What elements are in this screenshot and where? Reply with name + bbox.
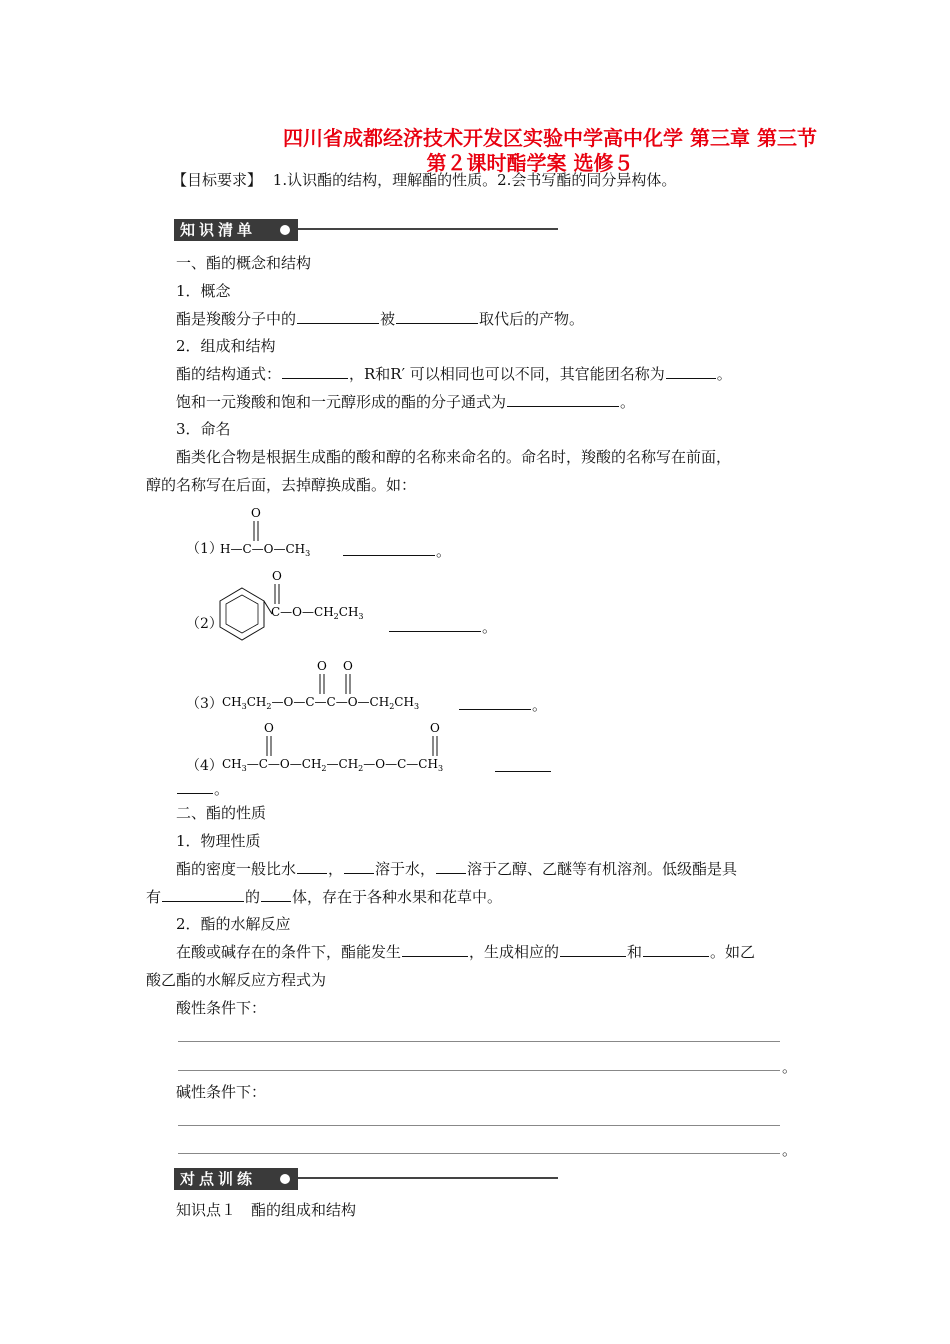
- phys-title: 1．物理性质: [176, 832, 261, 850]
- example-label-3: （3）: [186, 696, 223, 712]
- blank[interactable]: [459, 695, 531, 710]
- blank[interactable]: [389, 617, 481, 632]
- naming-text1: 酯类化合物是根据生成酯的酸和醇的名称来命名的。命名时，羧酸的名称写在前面，: [176, 448, 732, 466]
- answer-line[interactable]: [178, 1153, 780, 1154]
- answer-line[interactable]: [178, 1070, 780, 1071]
- hydro-line-2: 酸乙酯的水解反应方程式为: [146, 971, 327, 989]
- svg-text:CH3CH2—O—C—C—O—CH2CH3: $CH_3CH_2—O—C—C—O—CH_2CH_3$: [222, 695, 420, 711]
- example-label-1: （1）: [186, 541, 223, 557]
- example-label-2: （2）: [186, 616, 223, 632]
- base-label: 碱性条件下：: [176, 1083, 267, 1101]
- structure-title: 2．组成和结构: [176, 337, 276, 355]
- hydro-line-1: 在酸或碱存在的条件下，酯能发生 ，生成相应的 和 。如乙: [176, 943, 756, 961]
- section-label-knowledge: 知识清单: [174, 219, 298, 241]
- concept-line: 酯是羧酸分子中的 被 取代后的产物。: [176, 310, 585, 328]
- svg-text:C—O—CH2CH3: $C—O—CH_2CH_3$: [271, 605, 364, 621]
- section-rule: [298, 1177, 558, 1179]
- goal-line: [172, 170, 676, 190]
- blank[interactable]: [507, 392, 619, 407]
- svg-text:O: O: [343, 659, 353, 673]
- part2-heading: 二、酯的性质: [176, 804, 267, 822]
- answer-line[interactable]: [178, 1125, 780, 1126]
- period: 。: [782, 1058, 798, 1076]
- section-header-knowledge: [174, 219, 558, 241]
- blank[interactable]: [177, 779, 213, 794]
- example-answer-4: [494, 757, 552, 777]
- document-title-line2: 第２课时酯学案 选修５: [426, 151, 634, 175]
- blank[interactable]: [396, 309, 478, 324]
- blank[interactable]: [436, 859, 466, 874]
- bullet-dot-icon: [280, 225, 290, 235]
- hydro-title: 2．酯的水解反应: [176, 915, 291, 933]
- phys-line-2: 有 的 体，存在于各种水果和花草中。: [146, 888, 503, 906]
- example-answer-3: 。: [458, 695, 547, 715]
- period: 。: [782, 1141, 798, 1159]
- svg-text:O: O: [264, 721, 274, 735]
- svg-text:O: O: [317, 659, 327, 673]
- blank[interactable]: [282, 364, 348, 379]
- example-answer-2: 。: [388, 617, 497, 637]
- ester-structure-3: [220, 658, 460, 718]
- concept-title: 1．概念: [176, 282, 231, 300]
- goal-tag: 【目标要求】: [172, 171, 263, 189]
- svg-text:O: O: [251, 506, 261, 520]
- naming-text2: 醇的名称写在后面，去掉醇换成酯。如：: [146, 476, 417, 494]
- goal-text: 1.认识酯的结构，理解酯的性质。2.会书写酯的同分异构体。: [272, 171, 677, 189]
- answer-line[interactable]: [178, 1041, 780, 1042]
- blank[interactable]: [402, 942, 468, 957]
- acid-label: 酸性条件下：: [176, 999, 267, 1017]
- svg-text:CH3—C—O—CH2—CH2—O—C—CH3: $CH_3—C—O—CH_2—CH_2—O—C—CH_3$: [222, 757, 444, 773]
- blank[interactable]: [343, 541, 435, 556]
- blank[interactable]: [297, 309, 379, 324]
- ester-structure-1: [218, 505, 338, 565]
- ester-structure-2: [212, 568, 392, 658]
- blank[interactable]: [162, 887, 244, 902]
- formula-line: 饱和一元羧酸和饱和一元醇形成的酯的分子通式为 。: [176, 393, 636, 411]
- svg-text:O: O: [272, 569, 282, 583]
- naming-title: 3．命名: [176, 420, 231, 438]
- structure-line: 酯的结构通式： ，R和R′ 可以相同也可以不同，其官能团名称为 。: [176, 365, 732, 383]
- bullet-dot-icon: [280, 1174, 290, 1184]
- example-answer-1: 。: [342, 541, 451, 561]
- phys-line-1: 酯的密度一般比水 ， 溶于水， 溶于乙醇、乙醚等有机溶剂。低级酯是具: [176, 860, 738, 878]
- blank[interactable]: [261, 887, 291, 902]
- blank[interactable]: [643, 942, 709, 957]
- blank[interactable]: [666, 364, 716, 379]
- part1-heading: 一、酯的概念和结构: [176, 254, 312, 272]
- example-label-4: （4）: [186, 758, 223, 774]
- example-answer-4-cont: 。: [176, 779, 229, 799]
- blank[interactable]: [297, 859, 327, 874]
- document-title-line1: 四川省成都经济技术开发区实验中学高中化学 第三章 第三节: [283, 126, 817, 150]
- section-header-practice: [174, 1168, 558, 1190]
- ester-structure-4: [220, 720, 490, 780]
- section-rule: [298, 228, 558, 230]
- blank[interactable]: [344, 859, 374, 874]
- svg-text:H—C—O—CH3: $H—C—O—CH_3$: [220, 542, 311, 558]
- blank[interactable]: [560, 942, 626, 957]
- blank[interactable]: [495, 757, 551, 772]
- svg-text:O: O: [430, 721, 440, 735]
- knowledge-point-1: 知识点１ 酯的组成和结构: [176, 1201, 357, 1219]
- section-label-practice: 对点训练: [174, 1168, 298, 1190]
